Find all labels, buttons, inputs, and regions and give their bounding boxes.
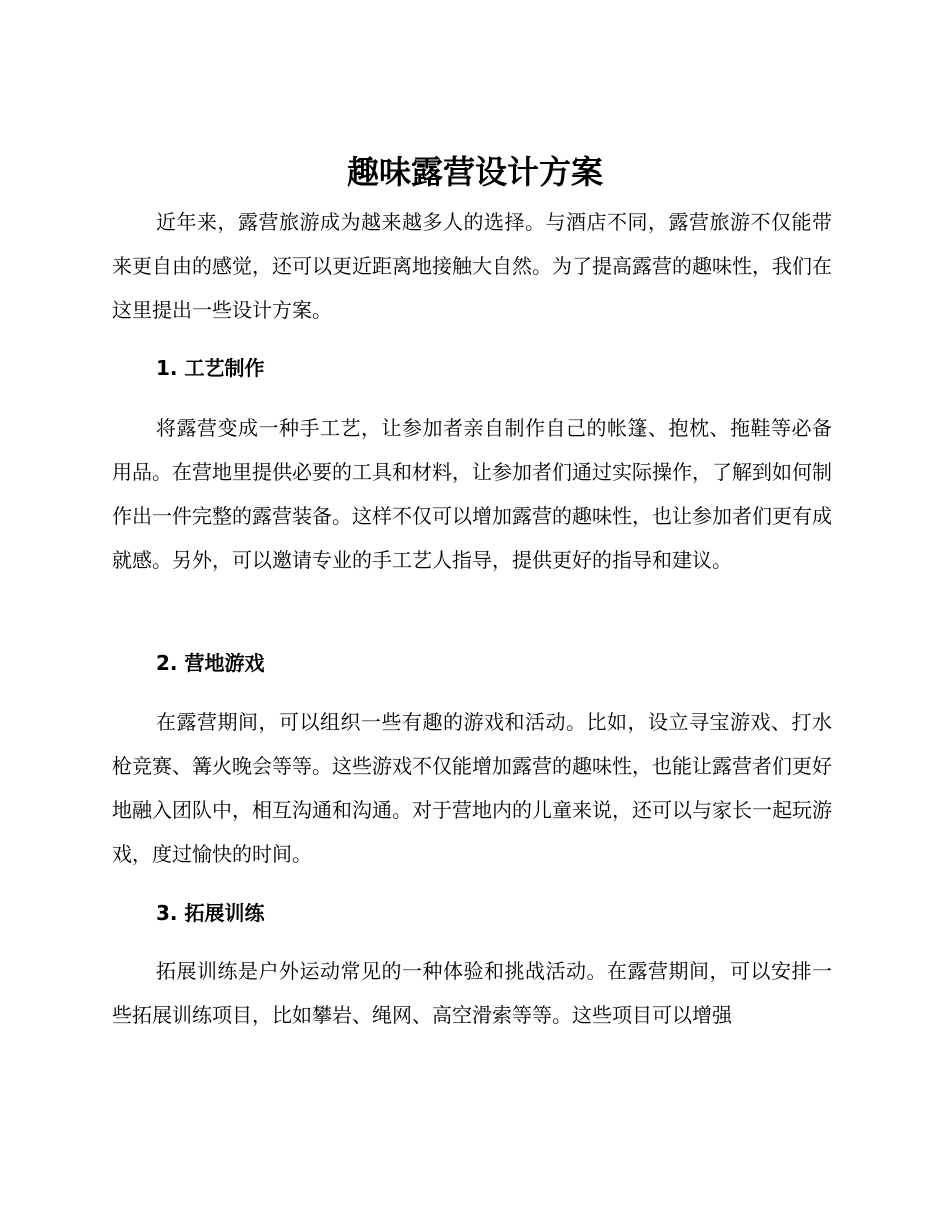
section-heading-outdoor-training: 3. 拓展训练 — [156, 901, 265, 925]
section-paragraph-outdoor-training: 拓展训练是户外运动常见的一种体验和挑战活动。在露营期间，可以安排一些拓展训练项目，比如攀岩、绳网、高空滑索等等。这些项目可以增强 — [112, 959, 832, 1027]
section-heading-camp-games: 2. 营地游戏 — [156, 651, 265, 675]
document-title: 趣味露营设计方案 — [346, 153, 603, 191]
section-paragraph-crafts: 将露营变成一种手工艺，让参加者亲自制作自己的帐篷、抱枕、拖鞋等必备用品。在营地里提供必要的工具和材料，让参加者们通过实际操作，了解到如何制作出一件完整的露营装备。这样不仅可以增加露营的趣味性，也让参加者们更有成就感。另外，可以邀请专业的手工艺人指导，提供更好的指导和建议。 — [112, 416, 832, 572]
section-paragraph-camp-games: 在露营期间，可以组织一些有趣的游戏和活动。比如，设立寻宝游戏、打水枪竞赛、篝火晚会等等。这些游戏不仅能增加露营的趣味性，也能让露营者们更好地融入团队中，相互沟通和沟通。对于营地内的儿童来说，还可以与家长一起玩游戏，度过愉快的时间。 — [112, 710, 832, 866]
intro-paragraph: 近年来，露营旅游成为越来越多人的选择。与酒店不同，露营旅游不仅能带来更自由的感觉，还可以更近距离地接触大自然。为了提高露营的趣味性，我们在这里提出一些设计方案。 — [112, 210, 832, 322]
section-heading-crafts: 1. 工艺制作 — [156, 356, 265, 380]
